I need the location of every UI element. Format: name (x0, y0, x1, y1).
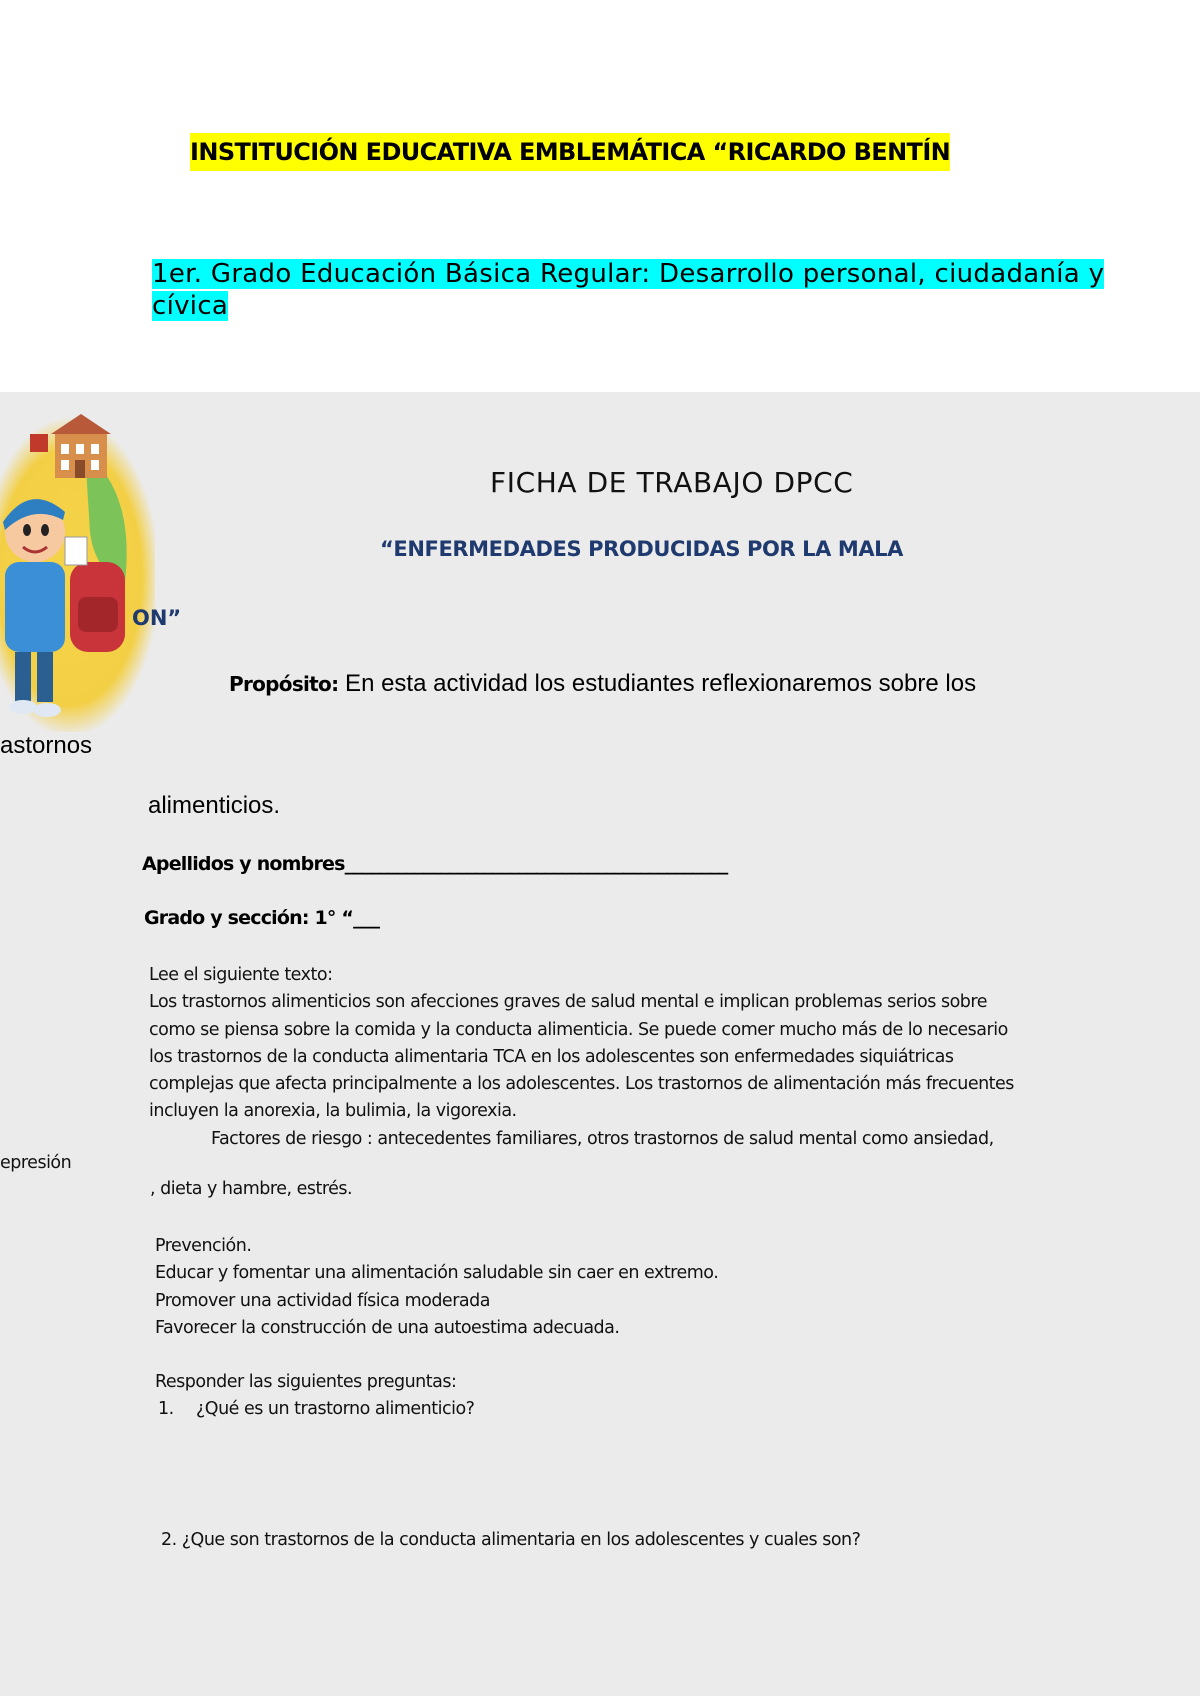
grade-course-title (152, 258, 1174, 322)
reading-line: Lee el siguiente texto: (149, 965, 333, 985)
prevention-item: Promover una actividad física moderada (155, 1290, 490, 1311)
purpose-label: Propósito: (229, 672, 339, 696)
questions-section (155, 1369, 474, 1424)
purpose-statement (229, 670, 976, 698)
prevention-heading: Prevención. (155, 1236, 252, 1256)
question-1 (155, 1396, 474, 1423)
purpose-continuation-2: alimenticios. (148, 792, 281, 819)
reading-line: Los trastornos alimenticios son afecciones graves de salud mental e implican problemas serios sobre (149, 992, 987, 1013)
risk-factors-line: Factores de riesgo : antecedentes familiares, otros trastornos de salud mental como ansiedad, (211, 1128, 994, 1149)
institution-title: INSTITUCIÓN EDUCATIVA EMBLEMÁTICA “RICARDO BENTÍN (190, 133, 950, 171)
question-2: 2. ¿Que son trastornos de la conducta alimentaria en los adolescentes y cuales son? (161, 1530, 861, 1550)
reading-line: los trastornos de la conducta alimentaria TCA en los adolescentes son enfermedades siquiátricas (149, 1046, 954, 1067)
prevention-item: Favorecer la construcción de una autoestima adecuada. (155, 1317, 620, 1338)
reading-line: como se piensa sobre la comida y la conducta alimenticia. Se puede comer mucho más de lo necesario (149, 1019, 1008, 1040)
topic-title: “ENFERMEDADES PRODUCIDAS POR LA MALA (380, 537, 904, 561)
purpose-continuation: astornos (0, 732, 93, 759)
reading-line: incluyen la anorexia, la bulimia, la vigorexia. (149, 1101, 517, 1122)
question-1-number: 1. (158, 1399, 174, 1420)
topic-title-continuation: ON” (132, 606, 182, 630)
question-1-text: ¿Qué es un trastorno alimenticio? (196, 1399, 475, 1420)
reading-passage (149, 962, 1014, 1153)
grade-section-field[interactable]: Grado y sección: 1° “___ (144, 907, 380, 929)
worksheet-title: FICHA DE TRABAJO DPCC (490, 466, 854, 499)
reading-line: complejas que afecta principalmente a los adolescentes. Los trastornos de alimentación más frecuentes (149, 1074, 1014, 1095)
grade-course-text: 1er. Grado Educación Básica Regular: Desarrollo personal, ciudadanía y cívica (152, 259, 1105, 321)
prevention-section (155, 1233, 718, 1342)
risk-factors-continuation: epresión (0, 1153, 72, 1173)
risk-factors-continuation-2: , dieta y hambre, estrés. (150, 1179, 353, 1199)
purpose-text: En esta actividad los estudiantes reflexionaremos sobre los (338, 670, 977, 697)
student-illustration-image (0, 412, 155, 732)
questions-intro: Responder las siguientes preguntas: (155, 1372, 457, 1392)
prevention-item: Educar y fomentar una alimentación saludable sin caer en extremo. (155, 1263, 719, 1284)
names-field[interactable]: Apellidos y nombres____________________________________________ (142, 853, 728, 875)
